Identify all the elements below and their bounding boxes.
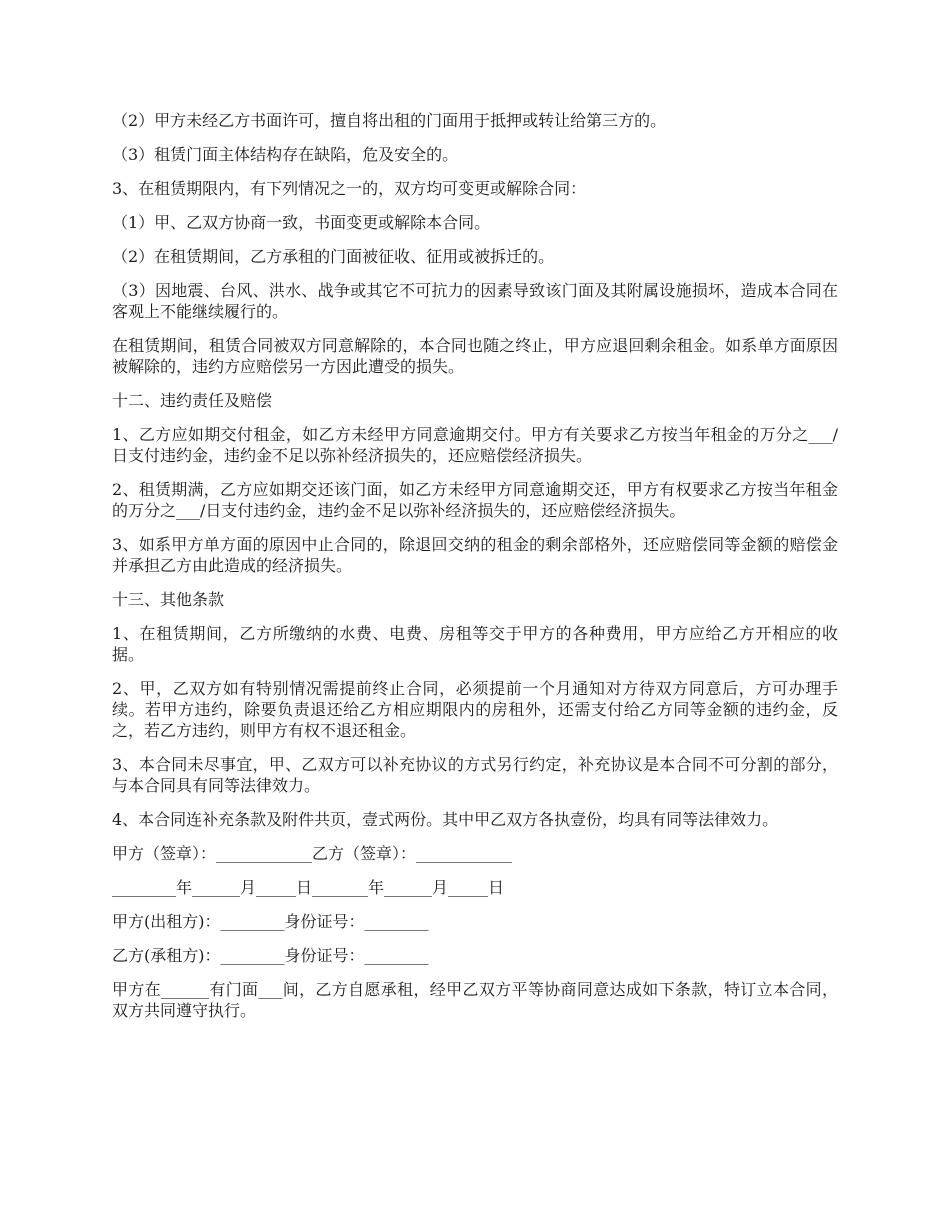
paragraph-item-3-change-or-terminate: 3、在租赁期限内，有下列情况之一的，双方均可变更或解除合同： (112, 179, 587, 198)
paragraph-breach-3-landlord: 3、如系甲方单方面的原因中止合同的，除退回交纳的租金的剩余部格外，还应赔偿同等金额的赔偿金并承担乙方由此造成的经济损失。 (112, 535, 838, 575)
paragraph-other-1-receipts: 1、在租赁期间，乙方所缴纳的水费、电费、房租等交于甲方的各种费用，甲方应给乙方开相应的收据。 (112, 624, 838, 664)
paragraph-other-2-early-termination: 2、甲，乙双方如有特别情况需提前终止合同，必须提前一个月通知对方待双方同意后，方可办理手续。若甲方违约，除要负责退还给乙方相应期限内的房租外，还需支付给乙方同等金额的违约金，反之，若乙方违约，则甲方有权不退还租金。 (112, 679, 838, 740)
signature-line: 甲方（签章）：____________乙方（签章）：____________ (112, 844, 513, 863)
paragraph-other-3-supplement: 3、本合同未尽事宜，甲、乙双方可以补充协议的方式另行约定，补充协议是本合同不可分割的部分，与本合同具有同等法律效力。 (112, 755, 838, 795)
paragraph-breach-2-return: 2、租赁期满，乙方应如期交还该门面，如乙方未经甲方同意逾期交还，甲方有权要求乙方按当年租金的万分之___/日支付违约金，违约金不足以弥补经济损失的，还应赔偿经济损失。 (112, 480, 838, 520)
paragraph-clause-1-mutual-agreement: （1）甲、乙双方协商一致，书面变更或解除本合同。 (112, 213, 491, 232)
document-body (112, 110, 838, 1034)
paragraph-clause-2-mortgage: （2）甲方未经乙方书面许可，擅自将出租的门面用于抵押或转让给第三方的。 (112, 111, 667, 130)
tenant-id-line: 乙方(承租方)：________身份证号：________ (112, 946, 429, 965)
landlord-id-line: 甲方(出租方)：________身份证号：________ (112, 912, 429, 931)
paragraph-clause-3-force-majeure: （3）因地震、台风、洪水、战争或其它不可抗力的因素导致该门面及其附属设施损坏，造成本合同在客观上不能继续履行的。 (112, 281, 838, 321)
paragraph-breach-1-rent: 1、乙方应如期交付租金，如乙方未经甲方同意逾期交付。甲方有关要求乙方按当年租金的万分之___/日支付违约金，违约金不足以弥补经济损失的，还应赔偿经济损失。 (112, 425, 838, 465)
date-line: ________年______月_____日_______年______月_____日 (112, 878, 505, 897)
section-heading-12: 十二、违约责任及赔偿 (112, 391, 273, 410)
paragraph-termination-refund: 在租赁期间，租赁合同被双方同意解除的，本合同也随之终止，甲方应退回剩余租金。如系单方面原因被解除的，违约方应赔偿另一方因此遭受的损失。 (112, 336, 838, 376)
paragraph-other-4-copies: 4、本合同连补充条款及附件共页，壹式两份。其中甲乙双方各执壹份，均具有同等法律效力。 (112, 810, 779, 829)
paragraph-clause-3-structural-defect: （3）租赁门面主体结构存在缺陷，危及安全的。 (112, 145, 459, 164)
paragraph-clause-2-expropriation: （2）在租赁期间，乙方承租的门面被征收、征用或被拆迁的。 (112, 247, 555, 266)
paragraph-preamble: 甲方在______有门面___间，乙方自愿承租，经甲乙双方平等协商同意达成如下条款，特订立本合同，双方共同遵守执行。 (112, 980, 838, 1020)
section-heading-13: 十三、其他条款 (112, 590, 225, 609)
